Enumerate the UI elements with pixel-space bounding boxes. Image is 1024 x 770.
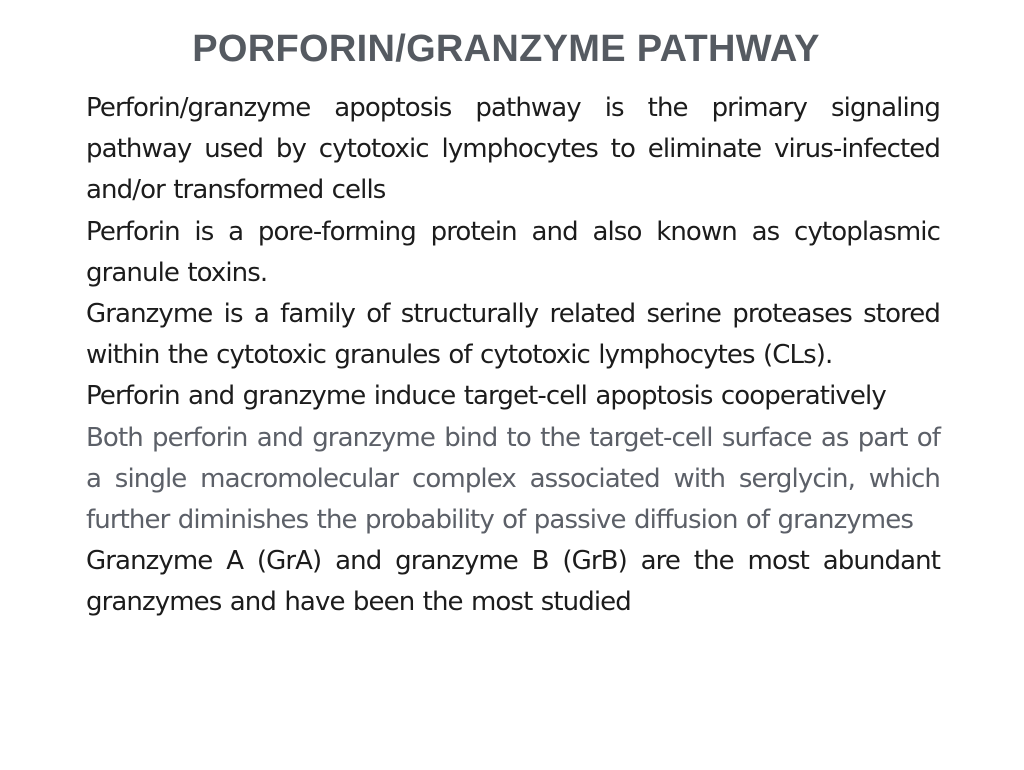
- paragraph-serglycin-complex: Both perforin and granzyme bind to the target-cell surface as part of a single macromolecular complex associated with serglycin, which further diminishes the probability of passive diffusion of granzymes: [86, 422, 940, 536]
- slide-title: PORFORIN/GRANZYME PATHWAY: [192, 28, 820, 70]
- paragraph-perforin-definition: Perforin is a pore-forming protein and also known as cytoplasmic granule toxins.: [86, 216, 940, 288]
- paragraph-gra-grb: Granzyme A (GrA) and granzyme B (GrB) are the most abundant granzymes and have been the most studied: [86, 546, 940, 618]
- paragraph-granzyme-definition: Granzyme is a family of structurally related serine proteases stored within the cytotoxic granules of cytotoxic lymphocytes (CLs).: [86, 299, 940, 371]
- paragraph-cooperative-apoptosis: Perforin and granzyme induce target-cell apoptosis cooperatively: [86, 381, 886, 412]
- paragraph-perforin-granzyme-pathway: Perforin/granzyme apoptosis pathway is the primary signaling pathway used by cytotoxic lymphocytes to eliminate virus-infected and/or transformed cells: [86, 93, 940, 206]
- slide-body: [86, 88, 940, 624]
